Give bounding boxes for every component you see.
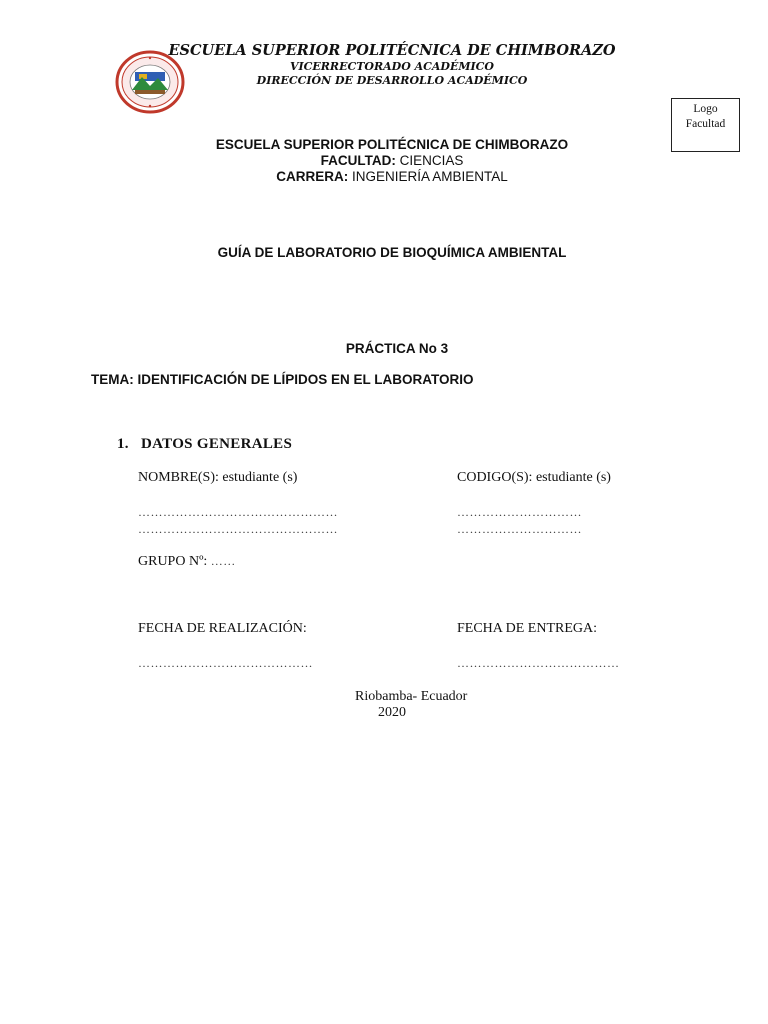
practice-number: PRÁCTICA No 3 [345, 341, 449, 356]
student-code-line-2[interactable]: ………………………… [457, 522, 582, 536]
header-vicerrectorado: VICERRECTORADO ACADÉMICO [289, 60, 495, 73]
logo-box-line1: Logo [693, 103, 718, 115]
section-heading [117, 436, 292, 453]
footer-city: Riobamba- Ecuador [355, 689, 468, 704]
student-code-line-1[interactable]: ………………………… [457, 505, 582, 519]
date-done-label: FECHA DE REALIZACIÓN: [138, 621, 307, 636]
faculty-value: CIENCIAS [399, 153, 464, 168]
faculty-label: FACULTAD: [320, 153, 396, 168]
section-number: 1. [117, 436, 129, 452]
practice-topic: TEMA: IDENTIFICACIÓN DE LÍPIDOS EN EL LABORATORIO [91, 372, 474, 387]
header-school-name: ESCUELA SUPERIOR POLITÉCNICA DE CHIMBORAZO [168, 42, 616, 59]
group-label: GRUPO Nº: [138, 554, 208, 569]
date-due-label: FECHA DE ENTREGA: [457, 621, 597, 636]
student-name-line-1[interactable]: ………………………………………… [138, 505, 338, 519]
student-name-label: NOMBRE(S): estudiante (s) [138, 470, 298, 485]
career-label: CARRERA: [276, 169, 349, 184]
guide-title: GUÍA DE LABORATORIO DE BIOQUÍMICA AMBIENTAL [217, 245, 567, 260]
institution-seal-logo [115, 50, 185, 114]
student-code-label: CODIGO(S): estudiante (s) [457, 470, 611, 485]
career-line [0, 169, 768, 184]
institution-title: ESCUELA SUPERIOR POLITÉCNICA DE CHIMBORAZO [215, 137, 569, 152]
group-value[interactable]: …… [210, 554, 236, 568]
logo-box-line2: Facultad [685, 118, 726, 130]
faculty-line [0, 153, 768, 168]
footer-year: 2020 [378, 705, 406, 720]
student-name-line-2[interactable]: ………………………………………… [138, 522, 338, 536]
section-title: DATOS GENERALES [141, 436, 293, 452]
group-line [138, 554, 236, 570]
header-direccion: DIRECCIÓN DE DESARROLLO ACADÉMICO [256, 74, 528, 87]
date-done-value[interactable]: …………………………………… [138, 656, 313, 670]
date-due-value[interactable]: ………………………………… [457, 656, 620, 670]
career-value: INGENIERÍA AMBIENTAL [351, 169, 508, 184]
